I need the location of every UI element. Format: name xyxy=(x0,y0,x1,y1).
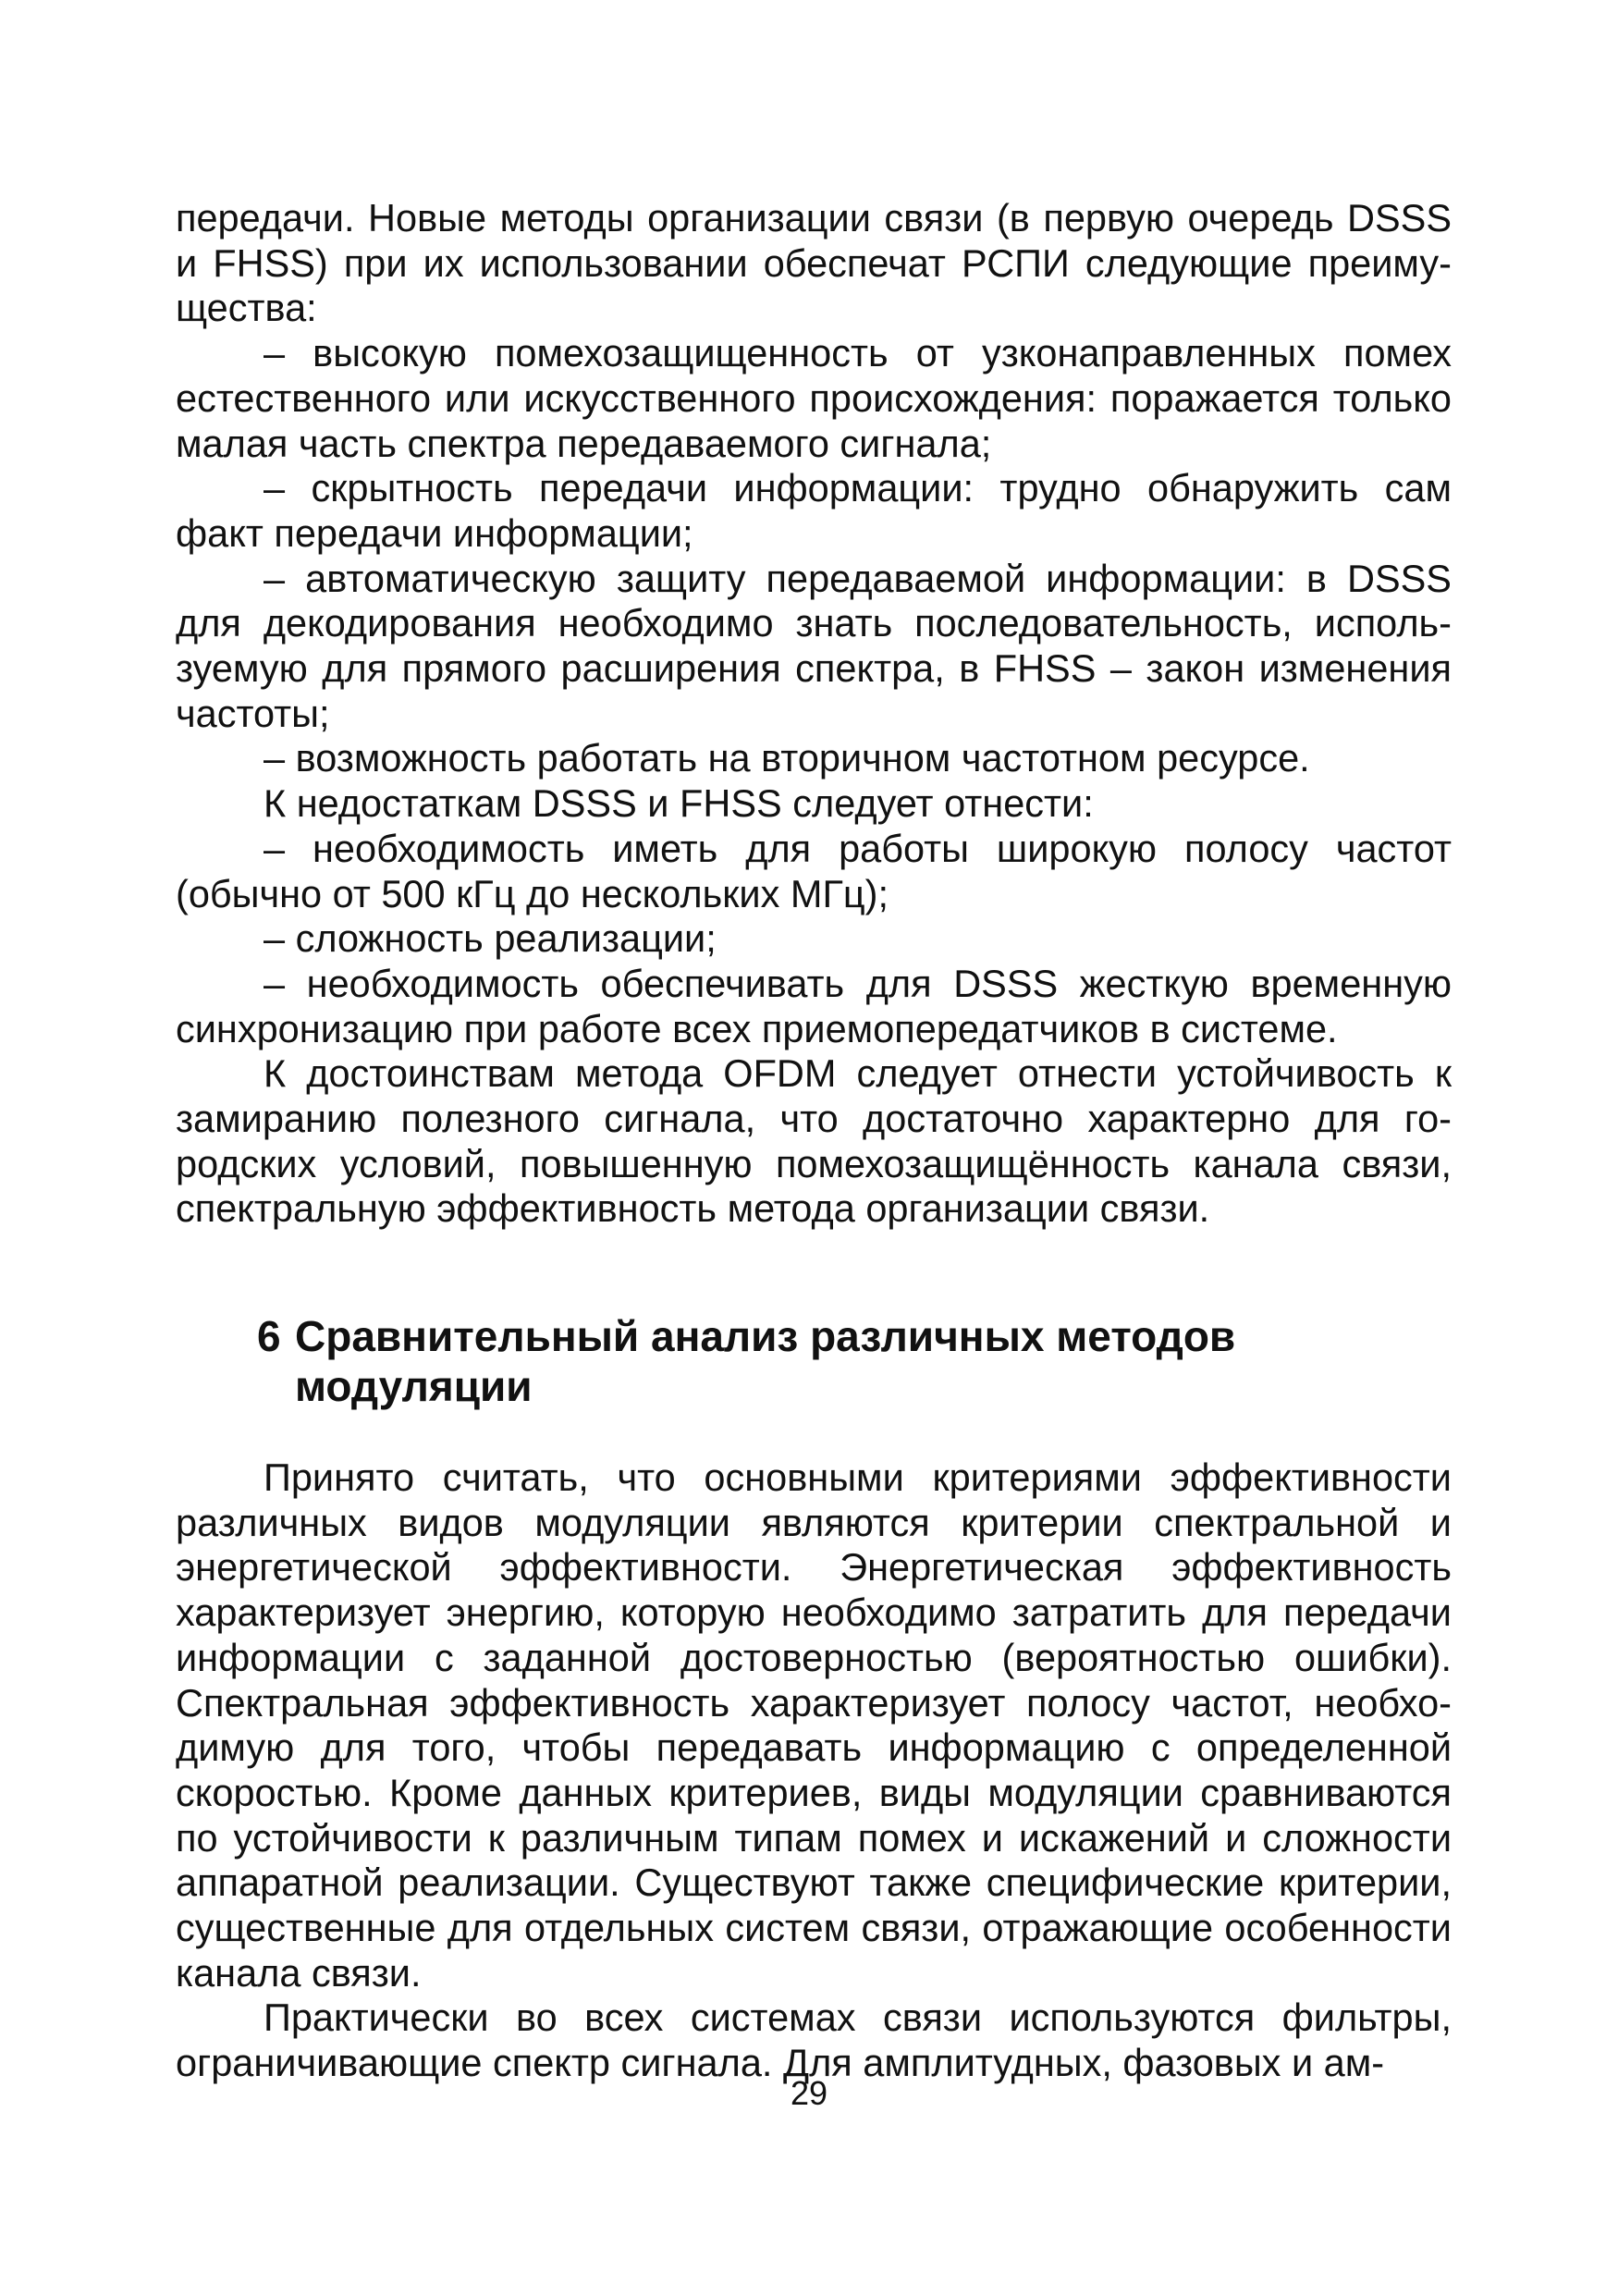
section-number: 6 xyxy=(257,1312,281,1360)
section-title-line1: Сравнительный анализ различных методов xyxy=(295,1312,1236,1360)
section-body xyxy=(176,1455,1452,2086)
section-title-line2: модуляции xyxy=(295,1362,533,1410)
list-item-protection: – автоматическую защиту передаваемой информации: в DSSS для декодирования необходимо знать последовательность, используемую для прямого расширения спектра, в FHSS – закон изменения частоты; xyxy=(176,556,1452,735)
page-number: 29 xyxy=(790,2074,828,2112)
paragraph-intro: передачи. Новые методы организации связи (в первую очередь DSSS и FHSS) при их использовании обеспечат РСПИ следующие преимущества: xyxy=(176,196,1452,330)
list-item-stealth: – скрытность передачи информации: трудно обнаружить сам факт передачи информации; xyxy=(176,466,1452,555)
paragraph-disadvantages: К недостаткам DSSS и FHSS следует отнести: xyxy=(264,781,1094,826)
paragraph-criteria: Принято считать, что основными критериями эффективности различных видов модуляции являются критерии спектральной и энергетической эффективности. Энергетическая эффективность характеризует энергию, которую необходимо затратить для передачи информации с заданной достоверностью (вероятностью ошибки). Спектральная эффективность характеризует полосу частот, необходимую для того, чтобы передавать информацию с определенной скоростью. Кроме данных критериев, виды модуляции сравниваются по устойчивости к различным типам помех и искажений и сложности аппаратной реализации. Существуют также специфические критерии, существенные для отдельных систем связи, отражающие особенности канала связи. xyxy=(176,1455,1452,1995)
list-item-complexity: – сложность реализации; xyxy=(264,916,717,961)
list-item-noise-immunity: – высокую помехозащищенность от узконаправленных помех естественного или искусственного происхождения: поражается только малая часть спектра передаваемого сигнала; xyxy=(176,331,1452,465)
list-item-secondary-resource: – возможность работать на вторичном частотном ресурсе. xyxy=(264,736,1310,780)
paragraph-ofdm-advantages: К достоинствам метода OFDM следует отнести устойчивость к замиранию полезного сигнала, что достаточно характерно для городских условий, повышенную помехозащищённость канала связи, спектральную эффективность метода организации связи. xyxy=(176,1051,1452,1231)
list-item-synchronization: – необходимость обеспечивать для DSSS жесткую временную синхронизацию при работе всех приемопередатчиков в системе. xyxy=(176,961,1452,1050)
list-item-wide-band: – необходимость иметь для работы широкую полосу частот (обычно от 500 кГц до нескольких МГц); xyxy=(176,826,1452,915)
top-text-block xyxy=(176,196,1452,1232)
paragraph-filters: Практически во всех системах связи используются фильтры, ограничивающие спектр сигнала. Для амплитудных, фазовых и ам- xyxy=(176,1995,1452,2085)
section-heading xyxy=(257,1311,1403,1411)
